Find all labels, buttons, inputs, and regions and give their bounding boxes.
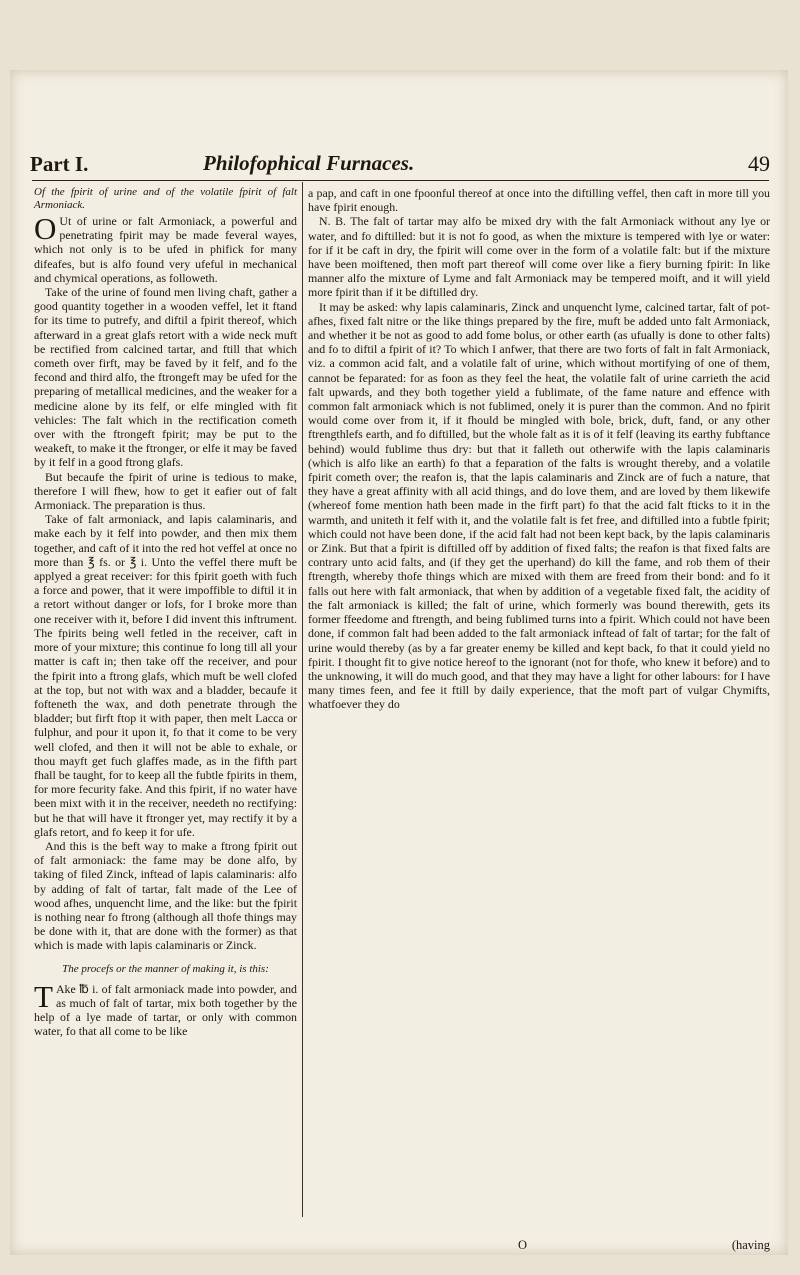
paragraph xyxy=(34,978,297,1039)
catchword: (having xyxy=(731,1238,770,1252)
paragraph: Take of the urine of found men living chaft, gather a good quantity together in a wooden veffel, let it ftand for its time to putrefy, and diftil a fpirit thereof, which afterward in a great glafs retort with a wide neck muft be rectified from calcined tartar, and ftill that which cometh over firft, may be faved by it felf, and fo the fecond and third alfo, the ftrongeft may be ufed for the preparing of metallical medicines, and the weaker for a medicine alone by its felf, or elfe mingled with fit vehicles: The falt which in the rectification cometh over with the ftrongeft fpirit; may be put to the weakeft, to make it the ftronger, or elfe it may be faved by it felf in a good ftrong glafs. xyxy=(34,285,297,470)
header-rule xyxy=(32,180,769,181)
paragraph-text: Ut of urine or falt Armoniack, a powerful and penetrating fpirit may be made feveral wayes, which not only is to be ufed in phifick for many difeafes, but is alfo found very ufeful in mechanical and chymical operations, as followeth. xyxy=(34,214,297,285)
paragraph-text: Ake ℔ i. of falt armoniack made into powder, and as much of falt of tartar, mix both together by the help of a lye made of tartar, or only with common water, fo that all come to be like xyxy=(34,981,297,1039)
running-title: Philofophical Furnaces. xyxy=(203,151,415,175)
part-label: Part I. xyxy=(30,152,89,176)
drop-cap: O xyxy=(34,211,57,246)
paragraph: But becaufe the fpirit of urine is tedious to make, therefore I will fhew, how to get it eafier out of falt Armoniack. The preparation is thus. xyxy=(34,469,297,513)
drop-cap: T xyxy=(34,978,53,1014)
paragraph xyxy=(34,211,297,285)
paragraph: Take of falt armoniack, and lapis calaminaris, and make each by it felf into powder, and then mix them together, and caft of it into the red hot veffel at once no more than ℥ fs. or ℥ i. Unto the veffel there muft be applyed a great receiver: for this fpirit goeth with fuch a force and power, that it were impoffible to diftil it in a retort without danger or lofs, for I broke more than one receiver with it, before I did invent this inftrument. The fpirits being well fetled in the receiver, caft in more of your mixture; this continue fo long till all your matter is caft in; then take off the receiver, and pour the fpirit into a ftrong glafs, which muft be well clofed at the top, but not with wax and a bladder, becaufe it fofteneth the wax, and doth penetrate through the bladder; but firft ftop it with paper, then melt Lacca or fulphur, and pour it upon it, fo that it come to be very well clofed, and then it will not be able to exhale, or thou mayft get fuch glaffes made, as in the fifth part fhall be taught, for to keep all the fubtle fpirits in them, for more fecurity fake. And this fpirit, if no water have been mixt with it in the receiver, needeth no rectifying: but he that will have it ftronger yet, may rectify it by a glafs retort, and fo keep it for ufe. xyxy=(34,512,297,839)
signature-mark: O xyxy=(518,1238,528,1252)
section-heading: The procefs or the manner of making it, is this: xyxy=(62,962,269,975)
paragraph: N. B. The falt of tartar may alfo be mixed dry with the falt Armoniack without any lye or water, and fo diftilled: but it is not fo good, as when the mixture is tempered with lye or water: for if it be caft in dry, the fpirit will come over in the form of a volatile falt: but if the mixture have been moiftened, then moft part thereof will come over like a fiery burning fpirit: In like manner alfo the mixture of Lyme and falt Armoniack may be tempered moift, and it will yield more fpirit than if it be diftilled dry. xyxy=(308,214,770,300)
running-head xyxy=(30,152,770,182)
column-divider xyxy=(302,182,303,1217)
paragraph: It may be asked: why lapis calaminaris, Zinck and unquencht lyme, calcined tartar, falt of pot-afhes, fixed falt nitre or the like things prepared by the fire, muft be added unto falt Armoniack, and whether it be not as good to add fome bolus, or other earth (as ufually is done to other falts) and fo to diftil a fpirit of it? To which I anfwer, that there are two forts of falt in falt Armoniack, viz. a common acid falt, and a volatile falt of urine, which without mortifying of one of them, cannot be feparated: for as foon as they feel the heat, the volatile falt of urine carrieth the acid falt upwards, and they both together yield a fublimate, of the fame nature and effence with common falt armoniack which is not fublimed, onely it is purer than the common. And no fpirit would come over from it, if it fhould be mingled with bole, brick, duft, fand, or any other ftrengthlefs earth, and fo diftilled, but the whole falt as it is of it felf (leaving its earthy fubftance behind) would fublime thus dry: but that it falleth out otherwife with the lapis calaminaris (which is alfo like an earth) fo that a feparation of the falts is wrought thereby, and a volatile fpirit cometh over; the reafon is, that the lapis calaminaris and Zinck are of fuch a nature, that they have a great affinity with all acid things, and do love them, and are loved by them likewife (whereof fome mention hath been made in the firft part) fo that the acid falt fticks to it in the warmth, and uniteth it felf with it, and the volatile falt is fet free, and diftilled into a fubtle fpirit; which could not have been done, if the acid falt had not been kept back, by the lapis calaminaris or Zink. But that a fpirit is diftilled off by addition of fixed falts; the reafon is that fixed falts are contrary unto acid falts, and (if they get the uperhand) do kill the fame, and rob them of their ftrength, whereby thofe things which are mixed with them are freed from their bond: and fo it falls out here with falt armoniack, that when by addition of a vegetable fixed falt, the acidity of the falt armoniack is killed; the falt of urine, which formerly was bound therewith, gets its former ffeedome and ftrength, and being fublimed turns into a fpirit. Which could not have been done, if common falt had been added to the falt armoniack inftead of falt of tartar; for the falt of urine would thereby (as by a far greater enemy be killed and kept back, fo that it could yield no fpirit. I thought fit to give notice hereof to the ignorant (not for thofe, who knew it before) and to the unknowing, it will do much good, and that they may have a light for other labours: for I have many times feen, and fee it ftill by daily experience, that the moft part of vulgar Chymifts, whatfoever they do xyxy=(308,299,770,712)
section-heading: Of the fpirit of urine and of the volatile fpirit of falt Armoniack. xyxy=(34,186,297,211)
page-footer xyxy=(308,1238,770,1254)
right-column xyxy=(308,186,770,712)
paragraph: a pap, and caft in one fpoonful thereof at once into the diftilling veffel, then caft in more till you have fpirit enough. xyxy=(308,186,770,215)
paragraph: And this is the beft way to make a ftrong fpirit out of falt armoniack: the fame may be done alfo, by taking of filed Zinck, inftead of lapis calaminaris: alfo by adding of falt of tartar, falt made of the Lee of wood afhes, unquencht lime, and the like: but the fpirit is nothing near fo ftrong (although all thofe things may be done with it, that are done with the former) as that which is made with lapis calaminaris or Zinck. xyxy=(34,838,297,953)
left-column xyxy=(34,186,297,1038)
page-number: 49 xyxy=(748,151,770,176)
